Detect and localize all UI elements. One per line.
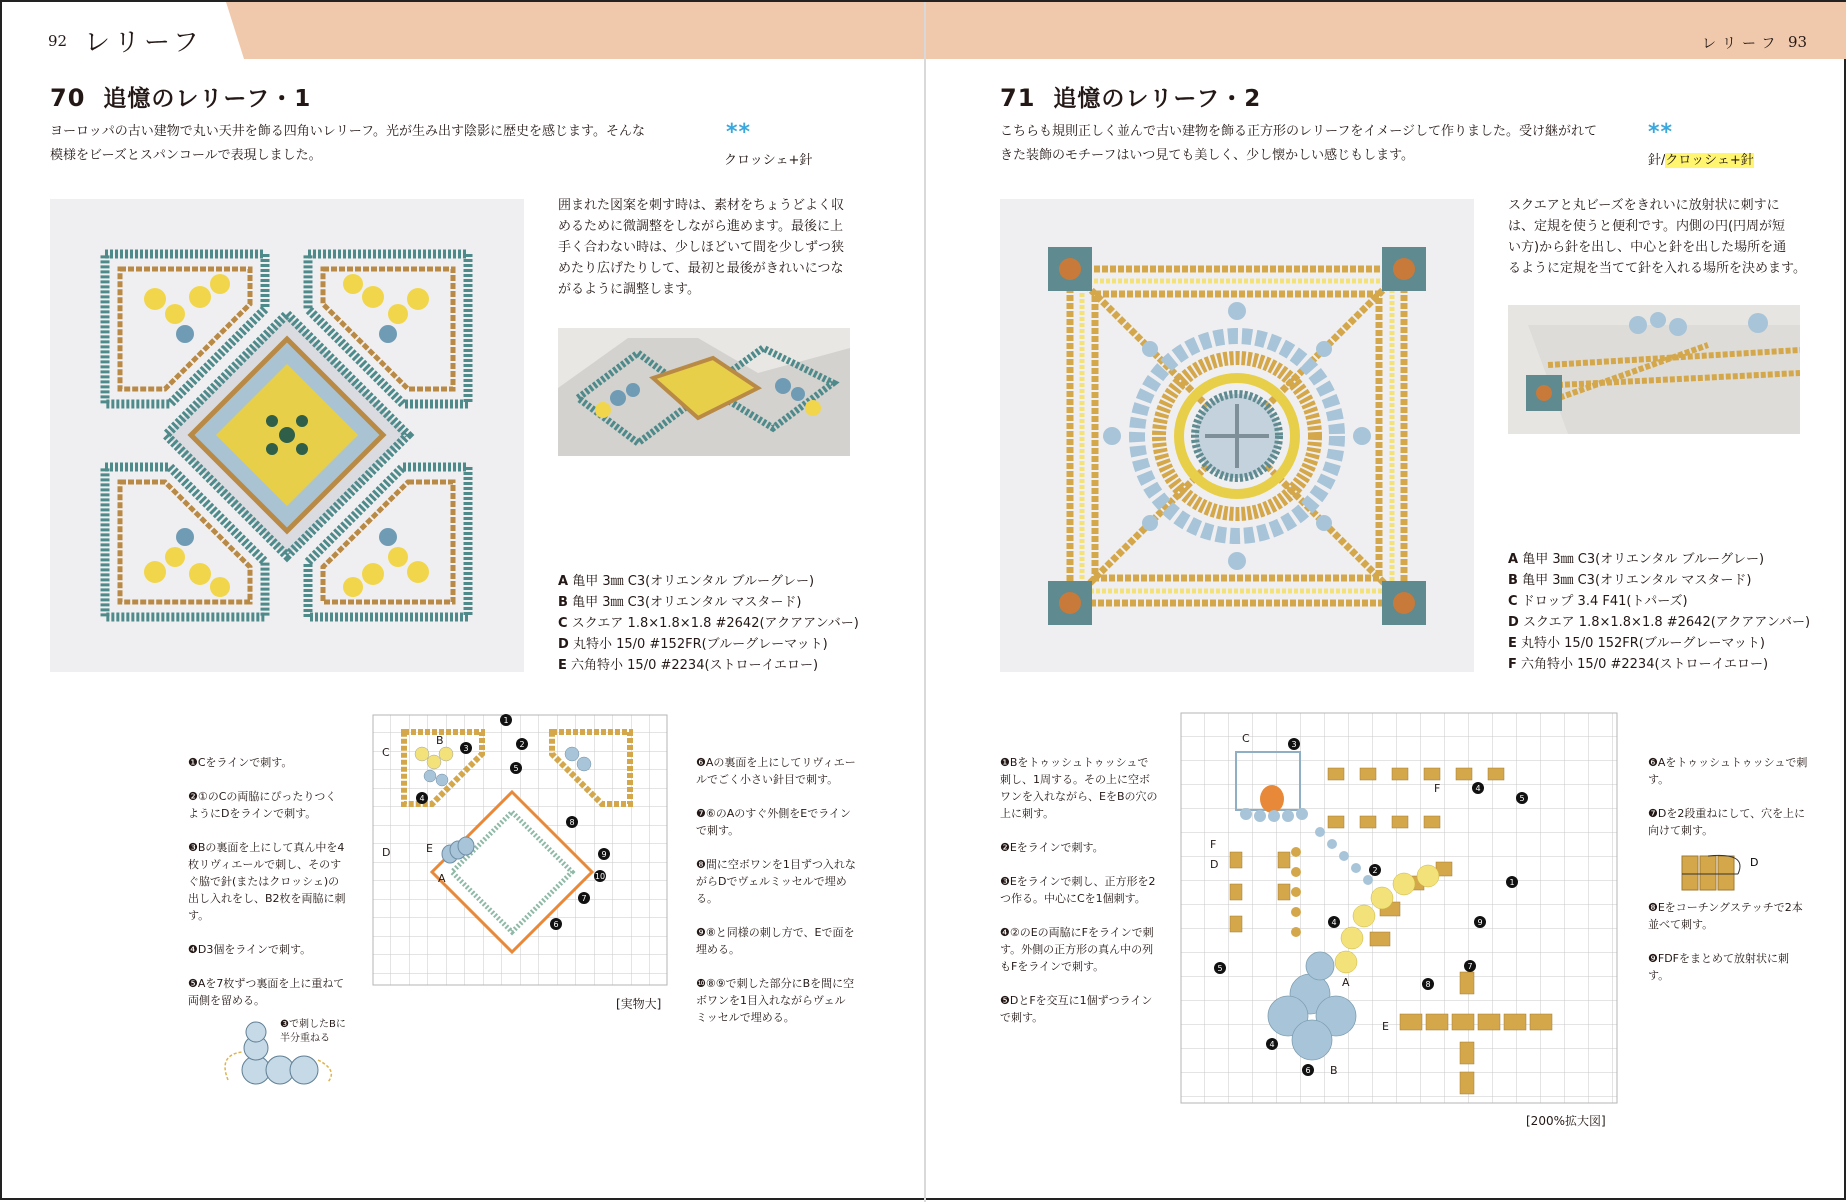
relief-1-detail-illustration	[558, 328, 850, 456]
page-number-right: 93	[1788, 33, 1808, 51]
material-key: B	[558, 595, 568, 610]
step-item: ❹D3個をラインで刺す。	[188, 943, 312, 956]
material-item	[1508, 591, 1810, 612]
step-item: ❺DとFを交互に1個ずつラインで刺す。	[1000, 994, 1153, 1024]
material-item	[558, 613, 859, 634]
diagram-label-D: D	[1210, 858, 1219, 871]
difficulty-stars: **	[1648, 120, 1674, 145]
material-key: C	[558, 616, 568, 631]
tip-line: は、定規を使うと便利です。内側の円(円周が短	[1508, 219, 1786, 234]
step-item: ❸Eをラインで刺し、正方形を2つ作る。中心にCを1個刺す。	[1000, 875, 1156, 905]
pattern-title-70	[50, 80, 311, 113]
svg-text:4: 4	[1331, 918, 1337, 927]
step-item: ❽間に空ボワンを1目ずつ入れながらDでヴェルミッセルで埋める。	[696, 858, 856, 905]
pattern-diagram-70	[372, 714, 668, 986]
svg-text:1: 1	[1509, 878, 1515, 887]
material-key: F	[1508, 657, 1517, 672]
material-text: 丸特小 15/0 152FR(ブルーグレーマット)	[1521, 636, 1765, 651]
material-key: A	[558, 574, 569, 589]
material-item	[1508, 549, 1810, 570]
svg-text:8: 8	[569, 818, 575, 827]
main-photo-relief-1	[50, 199, 524, 672]
stacked-square-bead-diagram	[1678, 852, 1768, 896]
tip-line: るように定規を当てて針を入れる場所を決めます。	[1508, 261, 1806, 276]
material-text: ドロップ 3.4 F41(トパーズ)	[1521, 594, 1688, 609]
svg-text:7: 7	[581, 894, 587, 903]
pattern-name: 追憶のレリーフ・1	[103, 86, 312, 112]
step-item: ❶Cをラインで刺す。	[188, 756, 293, 769]
svg-text:6: 6	[1305, 1066, 1311, 1075]
diagram-label-F2: F	[1210, 838, 1217, 851]
material-item	[558, 655, 859, 676]
step-item: ❻Aの裏面を上にしてリヴィエールでごく小さい針目で刺す。	[696, 756, 856, 786]
diagram-label-B: B	[1330, 1064, 1338, 1077]
svg-text:5: 5	[1217, 964, 1223, 973]
material-key: E	[558, 658, 567, 673]
sequin-note	[280, 1018, 346, 1046]
tip-text-71	[1508, 195, 1806, 279]
pattern-description	[50, 120, 645, 168]
step-item: ❾FDFをまとめて放射状に刺す。	[1648, 952, 1789, 982]
material-item	[558, 634, 859, 655]
svg-text:4: 4	[1475, 784, 1481, 793]
step-item: ❷①のCの両脇にぴったりつくようにDをラインで刺す。	[188, 790, 337, 820]
technique-prefix: 針/	[1648, 153, 1666, 168]
material-item	[558, 571, 859, 592]
pattern-diagram-71	[1180, 712, 1618, 1104]
step-item: ❽Eをコーチングステッチで2本並べて刺す。	[1648, 901, 1803, 931]
page-gutter	[924, 2, 926, 1202]
svg-text:2: 2	[1372, 866, 1378, 875]
svg-text:3: 3	[1291, 740, 1297, 749]
material-text: スクエア 1.8×1.8×1.8 #2642(アクアアンバー)	[571, 616, 859, 631]
technique-highlight: クロッシェ+針	[1665, 153, 1754, 168]
svg-text:2: 2	[519, 740, 525, 749]
tip-line: がるように調整します。	[558, 282, 700, 297]
difficulty-stars: **	[726, 120, 752, 145]
relief-2-illustration	[1000, 199, 1474, 672]
material-key: A	[1508, 552, 1519, 567]
running-head-right: レリーフ	[1702, 36, 1782, 52]
step-item: ❼Dを2段重ねにして、穴を上に向けて刺す。	[1648, 807, 1806, 837]
step-item: ❻Aをトゥッシュトゥッシュで刺す。	[1648, 756, 1808, 786]
step-item: ❷Eをラインで刺す。	[1000, 841, 1104, 854]
svg-text:4: 4	[419, 794, 425, 803]
pattern-number: 71	[1000, 84, 1036, 112]
svg-text:9: 9	[1477, 918, 1483, 927]
description-line: こちらも規則正しく並んで古い建物を飾る正方形のレリーフをイメージして作りました。受け継がれて	[1000, 124, 1597, 139]
diagram-label-C: C	[1242, 732, 1250, 745]
svg-text:3: 3	[463, 744, 469, 753]
material-item	[558, 592, 859, 613]
material-item	[1508, 654, 1810, 675]
detail-photo-relief-1	[558, 328, 850, 456]
tip-line: めるために微調整をしながら進めます。最後に上	[558, 219, 843, 234]
scale-note-71: [200%拡大図]	[1526, 1114, 1606, 1128]
step-item: ❼⑥のAのすぐ外側をEでラインで刺す。	[696, 807, 851, 837]
svg-text:10: 10	[594, 872, 606, 881]
scale-note-70: [実物大]	[616, 997, 662, 1011]
pattern-number: 70	[50, 84, 86, 112]
steps-list-70-b	[696, 754, 856, 1043]
diagram-label-E: E	[426, 842, 433, 855]
tip-line: い方)から針を出し、中心と針を出した場所を通	[1508, 240, 1787, 255]
material-item	[1508, 633, 1810, 654]
svg-text:1: 1	[503, 716, 509, 725]
svg-text:8: 8	[1425, 980, 1431, 989]
material-text: 亀甲 3㎜ C3(オリエンタル マスタード)	[1522, 573, 1752, 588]
technique-label	[1648, 149, 1754, 168]
svg-text:5: 5	[513, 764, 519, 773]
step-item: ❾⑧と同様の刺し方で、Eで面を埋める。	[696, 926, 855, 956]
svg-text:9: 9	[601, 850, 607, 859]
steps-list-71-a	[1000, 754, 1158, 1043]
diagram-label-A: A	[438, 872, 446, 885]
running-head-left: レリーフ	[84, 28, 203, 58]
sequin-note-line: ❸で刺したBに	[280, 1019, 346, 1030]
material-text: スクエア 1.8×1.8×1.8 #2642(アクアアンバー)	[1522, 615, 1811, 630]
diagram-label-C: C	[382, 746, 390, 759]
material-key: D	[1508, 615, 1519, 630]
material-item	[1508, 612, 1810, 633]
relief-2-detail-illustration	[1508, 305, 1800, 434]
tip-line: 手く合わない時は、少しほどいて間を少しずつ狭	[558, 240, 845, 255]
description-line: きた装飾のモチーフはいつ見ても美しく、少し懐かしい感じもします。	[1000, 148, 1415, 163]
tip-line: 囲まれた図案を刺す時は、素材をちょうどよく収	[558, 198, 845, 213]
diagram-label-D: D	[382, 846, 391, 859]
detail-photo-relief-2	[1508, 305, 1800, 434]
step-item: ❺Aを7枚ずつ裏面を上に重ねて両側を留める。	[188, 977, 345, 1007]
materials-list-71	[1508, 549, 1810, 675]
material-item	[1508, 570, 1810, 591]
svg-text:6: 6	[553, 920, 559, 929]
svg-text:4: 4	[1269, 1040, 1275, 1049]
page-number-left: 92	[48, 32, 68, 50]
diagram-label-B: B	[436, 734, 444, 747]
pattern-title-71	[1000, 80, 1261, 113]
material-text: 亀甲 3㎜ C3(オリエンタル ブルーグレー)	[572, 574, 815, 589]
diagram-label-A: A	[1342, 976, 1350, 989]
material-text: 六角特小 15/0 #2234(ストローイエロー)	[571, 658, 819, 673]
main-photo-relief-2	[1000, 199, 1474, 672]
technique-label: クロッシェ+針	[724, 153, 813, 168]
step-item: ❹②のEの両脇にFをラインで刺す。外側の正方形の真ん中の列もFをラインで刺す。	[1000, 926, 1154, 973]
pattern-name: 追憶のレリーフ・2	[1053, 86, 1262, 112]
diagram-label-E: E	[1382, 1020, 1389, 1033]
steps-list-70-a	[188, 754, 346, 1026]
material-key: E	[1508, 636, 1517, 651]
material-text: 丸特小 15/0 #152FR(ブルーグレーマット)	[572, 637, 828, 652]
materials-list-70	[558, 571, 859, 676]
description-line: ヨーロッパの古い建物で丸い天井を飾る四角いレリーフ。光が生み出す陰影に歴史を感じます。そんな	[50, 124, 646, 139]
step-item: ❿⑧⑨で刺した部分にBを間に空ボワンを1目入れながらヴェルミッセルで埋める。	[696, 977, 855, 1024]
description-line: 模様をビーズとスパンコールで表現しました。	[50, 148, 322, 163]
tip-text-70	[558, 195, 844, 300]
sequin-note-line: 半分重ねる	[280, 1033, 330, 1044]
svg-text:5: 5	[1519, 794, 1525, 803]
material-key: D	[558, 637, 569, 652]
tip-line: スクエアと丸ビーズをきれいに放射状に刺すに	[1508, 198, 1780, 213]
pattern-description	[1000, 120, 1597, 168]
step-item: ❶Bをトゥッシュトゥッシュで刺し、1周する。その上に空ボワンを入れながら、EをBの穴の上に刺す。	[1000, 756, 1158, 820]
diagram-label-D-small: D	[1750, 856, 1759, 869]
material-text: 亀甲 3㎜ C3(オリエンタル マスタード)	[572, 595, 802, 610]
material-key: C	[1508, 594, 1518, 609]
step-item: ❸Bの裏面を上にして真ん中を4枚リヴィエールで刺し、そのすぐ脇で針(またはクロッシェ)の出し入れをし、B2枚を両脇に刺す。	[188, 841, 346, 922]
tip-line: めたり広げたりして、最初と最後がきれいにつな	[558, 261, 844, 276]
material-key: B	[1508, 573, 1518, 588]
relief-1-illustration	[50, 199, 524, 672]
material-text: 亀甲 3㎜ C3(オリエンタル ブルーグレー)	[1522, 552, 1765, 567]
svg-text:7: 7	[1467, 962, 1473, 971]
material-text: 六角特小 15/0 #2234(ストローイエロー)	[1521, 657, 1769, 672]
diagram-label-F: F	[1434, 782, 1441, 795]
